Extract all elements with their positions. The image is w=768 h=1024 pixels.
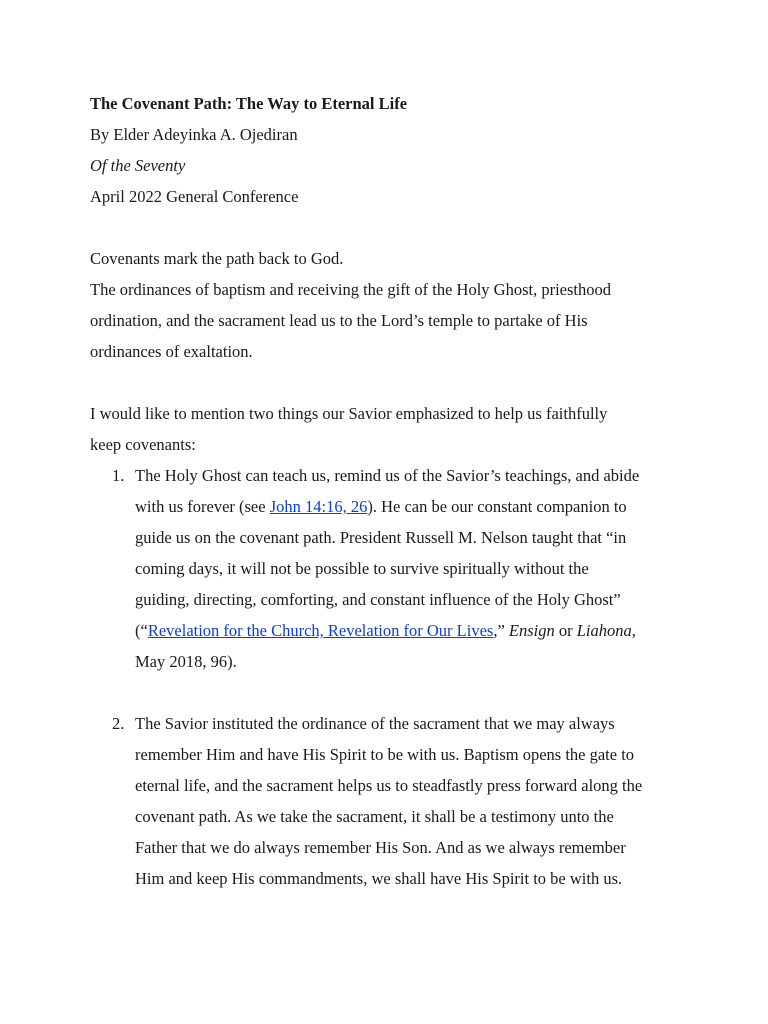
ensign-title: Ensign bbox=[508, 621, 555, 640]
text-run: , bbox=[631, 621, 636, 640]
list-line: guiding, directing, comforting, and constant influence of the Holy Ghost” bbox=[135, 590, 621, 609]
list-number: 2. bbox=[112, 714, 125, 733]
list-line bbox=[135, 615, 690, 646]
list-line: remember Him and have His Spirit to be with us. Baptism opens the gate to bbox=[135, 745, 635, 764]
revelation-talk-link[interactable]: Revelation for the Church, Revelation for Our Lives bbox=[147, 621, 494, 640]
intro-paragraph-line: ordinances of exaltation. bbox=[90, 342, 253, 361]
list-line: Him and keep His commandments, we shall have His Spirit to be with us. bbox=[135, 869, 623, 888]
spacer bbox=[90, 677, 690, 708]
liahona-title: Liahona bbox=[576, 621, 632, 640]
author-role: Of the Seventy bbox=[90, 156, 186, 175]
list-line bbox=[135, 491, 690, 522]
intro-sentence: Covenants mark the path back to God. bbox=[90, 249, 344, 268]
lead-paragraph-line: keep covenants: bbox=[90, 435, 196, 454]
text-run: or bbox=[554, 621, 577, 640]
text-run: (“ bbox=[135, 621, 148, 640]
author-byline: By Elder Adeyinka A. Ojediran bbox=[90, 125, 298, 144]
lead-paragraph-line: I would like to mention two things our Savior emphasized to help us faithfully bbox=[90, 404, 608, 423]
list-line: covenant path. As we take the sacrament, it shall be a testimony unto the bbox=[135, 807, 614, 826]
text-run: ,” bbox=[493, 621, 509, 640]
list-line: Father that we do always remember His Son. And as we always remember bbox=[135, 838, 626, 857]
intro-paragraph-line: ordination, and the sacrament lead us to the Lord’s temple to partake of His bbox=[90, 311, 588, 330]
intro-paragraph-line: The ordinances of baptism and receiving the gift of the Holy Ghost, priesthood bbox=[90, 280, 611, 299]
text-run: with us forever (see bbox=[135, 497, 270, 516]
event-name: April 2022 General Conference bbox=[90, 187, 299, 206]
list-line: eternal life, and the sacrament helps us to steadfastly press forward along the bbox=[135, 776, 643, 795]
text-run: ). He can be our constant companion to bbox=[367, 497, 627, 516]
list-line: coming days, it will not be possible to survive spiritually without the bbox=[135, 559, 589, 578]
spacer bbox=[90, 212, 690, 243]
list-line: The Holy Ghost can teach us, remind us of the Savior’s teachings, and abide bbox=[135, 466, 640, 485]
list-item-1 bbox=[90, 460, 690, 677]
list-line: The Savior instituted the ordinance of the sacrament that we may always bbox=[135, 714, 615, 733]
document-page bbox=[90, 88, 690, 894]
spacer bbox=[90, 367, 690, 398]
john-14-link[interactable]: John 14:16, 26 bbox=[269, 497, 368, 516]
list-line: May 2018, 96). bbox=[135, 652, 237, 671]
list-line: guide us on the covenant path. President Russell M. Nelson taught that “in bbox=[135, 528, 627, 547]
document-title: The Covenant Path: The Way to Eternal Life bbox=[90, 94, 408, 113]
list-number: 1. bbox=[112, 466, 125, 485]
list-item-2 bbox=[90, 708, 690, 894]
